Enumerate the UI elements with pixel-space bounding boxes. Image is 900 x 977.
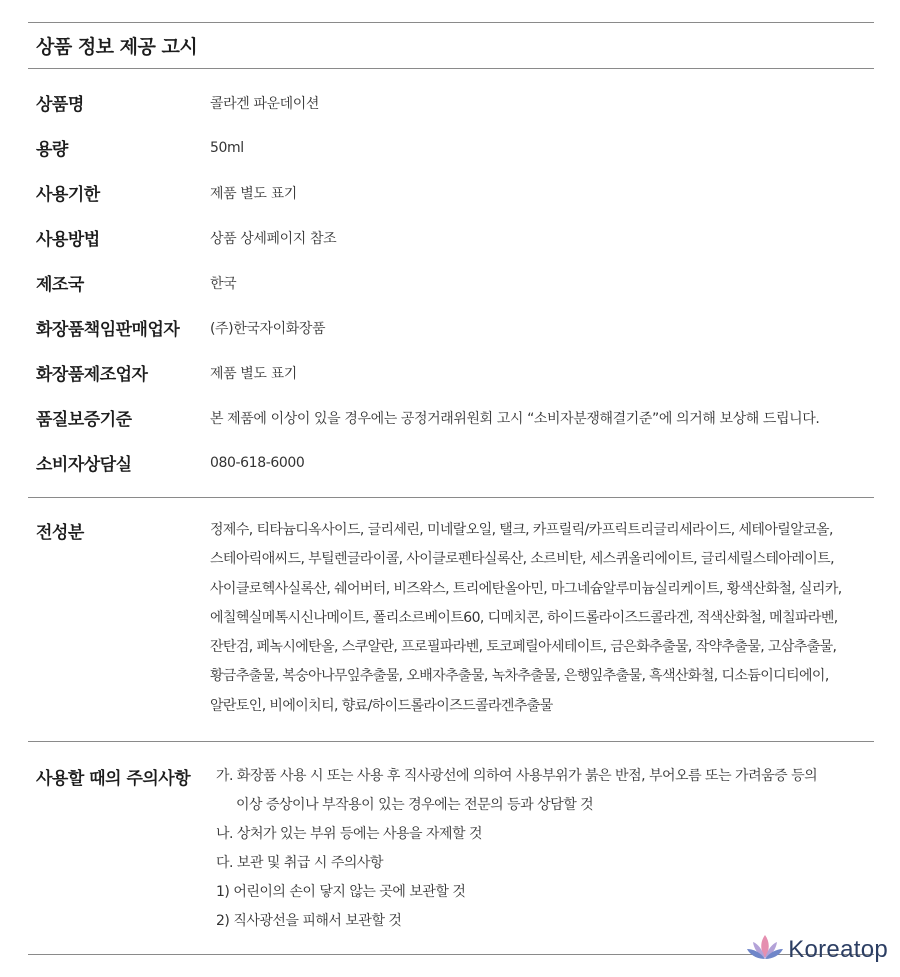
info-value: (주)한국자이화장품 (210, 320, 326, 337)
info-value: 본 제품에 이상이 있을 경우에는 공정거래위원회 고시 “소비자분쟁해결기준”에 의거해 보상해 드립니다. (210, 410, 820, 427)
info-label: 화장품제조업자 (36, 365, 148, 385)
ingredients-text: 정제수, 티타늄디옥사이드, 글리세린, 미네랄오일, 탤크, 카프릴릭/카프릭트리글리세라이드, 세테아릴알코올, 스테아릭애씨드, 부틸렌글라이콜, 사이클로펜타실록산, 소르비탄, 세스퀴올리에이트, 글리세릴스테아레이트, 사이클로헥사실록산, 쉐어버터, 비즈왁스, 트리에탄올아민, 마그네슘알루미늄실리케이트, 황색산화철, 실리카, 에칠헥실메톡시신나메이트, 폴리소르베이트60, 디메치콘, 하이드롤라이즈드콜라겐, 적색산화철, 메칠파라벤, 잔탄검, 페녹시에탄올, 스쿠알란, 프로필파라벤, 토코페릴아세테이트, 금은화추출물, 작약추출물, 고삼추출물, 황금추출물, 복숭아나무잎추출물, 오배자추출물, 녹차추출물, 은행잎추출물, 흑색산화철, 디소듐이디티에이, 알란토인, 비에이치티, 향료/하이드롤라이즈드콜라겐추출물 (210, 522, 842, 714)
ingredients-section (28, 498, 874, 741)
ingredients-label: 전성분 (36, 523, 84, 543)
info-value: 제품 별도 표기 (210, 185, 297, 202)
info-table (28, 69, 874, 497)
caution-item: 나. 상처가 있는 부위 등에는 사용을 자제할 것 (216, 826, 483, 843)
info-label: 제조국 (36, 275, 84, 295)
info-row-quality (28, 395, 874, 440)
info-label: 품질보증기준 (36, 410, 132, 430)
info-value: 상품 상세페이지 참조 (210, 230, 337, 247)
info-value: 제품 별도 표기 (210, 365, 297, 382)
info-label: 용량 (36, 140, 68, 160)
caution-label: 사용할 때의 주의사항 (36, 769, 191, 790)
info-row-volume (28, 125, 874, 170)
info-value: 080-618-6000 (210, 454, 305, 471)
info-row-seller (28, 305, 874, 350)
info-value: 콜라겐 파운데이션 (210, 95, 320, 112)
caution-item: 1) 어린이의 손이 닿지 않는 곳에 보관할 것 (216, 884, 466, 901)
caution-item-continued: 이상 증상이나 부작용이 있는 경우에는 전문의 등과 상담할 것 (236, 797, 594, 814)
info-row-usage (28, 215, 874, 260)
info-row-product-name (28, 80, 874, 125)
caution-section (28, 742, 874, 954)
info-label: 상품명 (36, 95, 84, 115)
caution-list (216, 762, 817, 936)
page-title: 상품 정보 제공 고시 (36, 36, 198, 58)
caution-item: 2) 직사광선을 피해서 보관할 것 (216, 913, 402, 930)
info-row-consumer-center (28, 440, 874, 485)
info-label: 사용기한 (36, 185, 100, 205)
caution-item: 다. 보관 및 취급 시 주의사항 (216, 855, 383, 872)
info-row-expiry (28, 170, 874, 215)
info-value: 한국 (210, 275, 237, 292)
info-row-country (28, 260, 874, 305)
info-label: 소비자상담실 (36, 455, 132, 475)
info-value: 50ml (210, 139, 244, 156)
caution-item: 가. 화장품 사용 시 또는 사용 후 직사광선에 의하여 사용부위가 붉은 반점, 부어오름 또는 가려움증 등의 (216, 768, 818, 785)
info-label: 화장품책임판매업자 (36, 320, 180, 340)
brand-name: Koreatop (788, 936, 888, 963)
koreatop-watermark (746, 933, 888, 967)
info-label: 사용방법 (36, 230, 100, 250)
lotus-icon (746, 933, 784, 967)
info-row-manufacturer (28, 350, 874, 395)
product-notice (28, 22, 874, 955)
